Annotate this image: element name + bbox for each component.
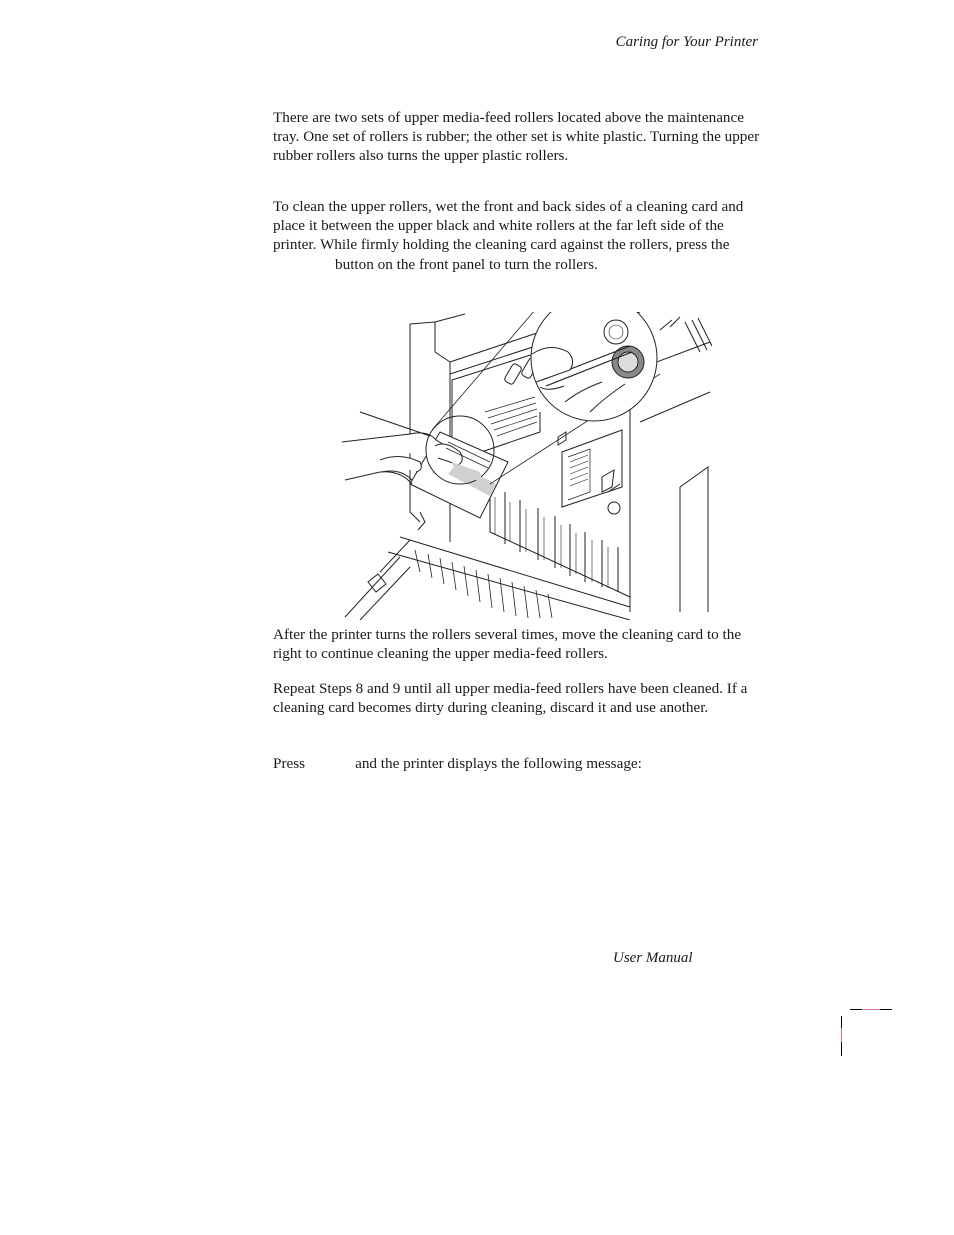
paragraph-text: Repeat Steps 8 and 9 until all upper media-feed rollers have been cleaned. If a cleaning card becomes dirty during cleaning, discard it and use another.: [273, 680, 748, 717]
paragraph-text-after: and the printer displays the following message:: [355, 755, 642, 772]
paragraph-repeat-steps: [273, 679, 763, 717]
running-head: Caring for Your Printer: [615, 34, 758, 50]
printer-cleaning-illustration: [340, 312, 712, 620]
paragraph-text: After the printer turns the rollers several times, move the cleaning card to the right to continue cleaning the upper media-feed rollers.: [273, 626, 742, 663]
paragraph-text-before: To clean the upper rollers, wet the front and back sides of a cleaning card and place it between the upper black and white rollers at the far left side of the printer. While firmly holding the cleaning card against the rollers, press the: [273, 198, 744, 254]
paragraph-clean-instructions: [273, 197, 763, 274]
paragraph-text-after: button on the front panel to turn the rollers.: [335, 255, 598, 273]
paragraph-press: [273, 754, 763, 773]
printer-illustration-svg: [340, 312, 712, 620]
paragraph-text-before: Press: [273, 755, 306, 772]
paragraph-move-card: [273, 625, 763, 663]
paragraph-text: There are two sets of upper media-feed rollers located above the maintenance tray. One set of rollers is rubber; the other set is white plastic. Turning the upper rubber rollers also turns the upper plastic rollers.: [273, 109, 760, 165]
paragraph-upper-rollers: [273, 108, 763, 166]
crop-mark-horizontal-accent: [862, 1009, 880, 1010]
printer-left-edge: [410, 324, 420, 522]
footer-label: User Manual: [613, 950, 693, 966]
crop-mark-vertical-accent: [841, 1028, 842, 1042]
